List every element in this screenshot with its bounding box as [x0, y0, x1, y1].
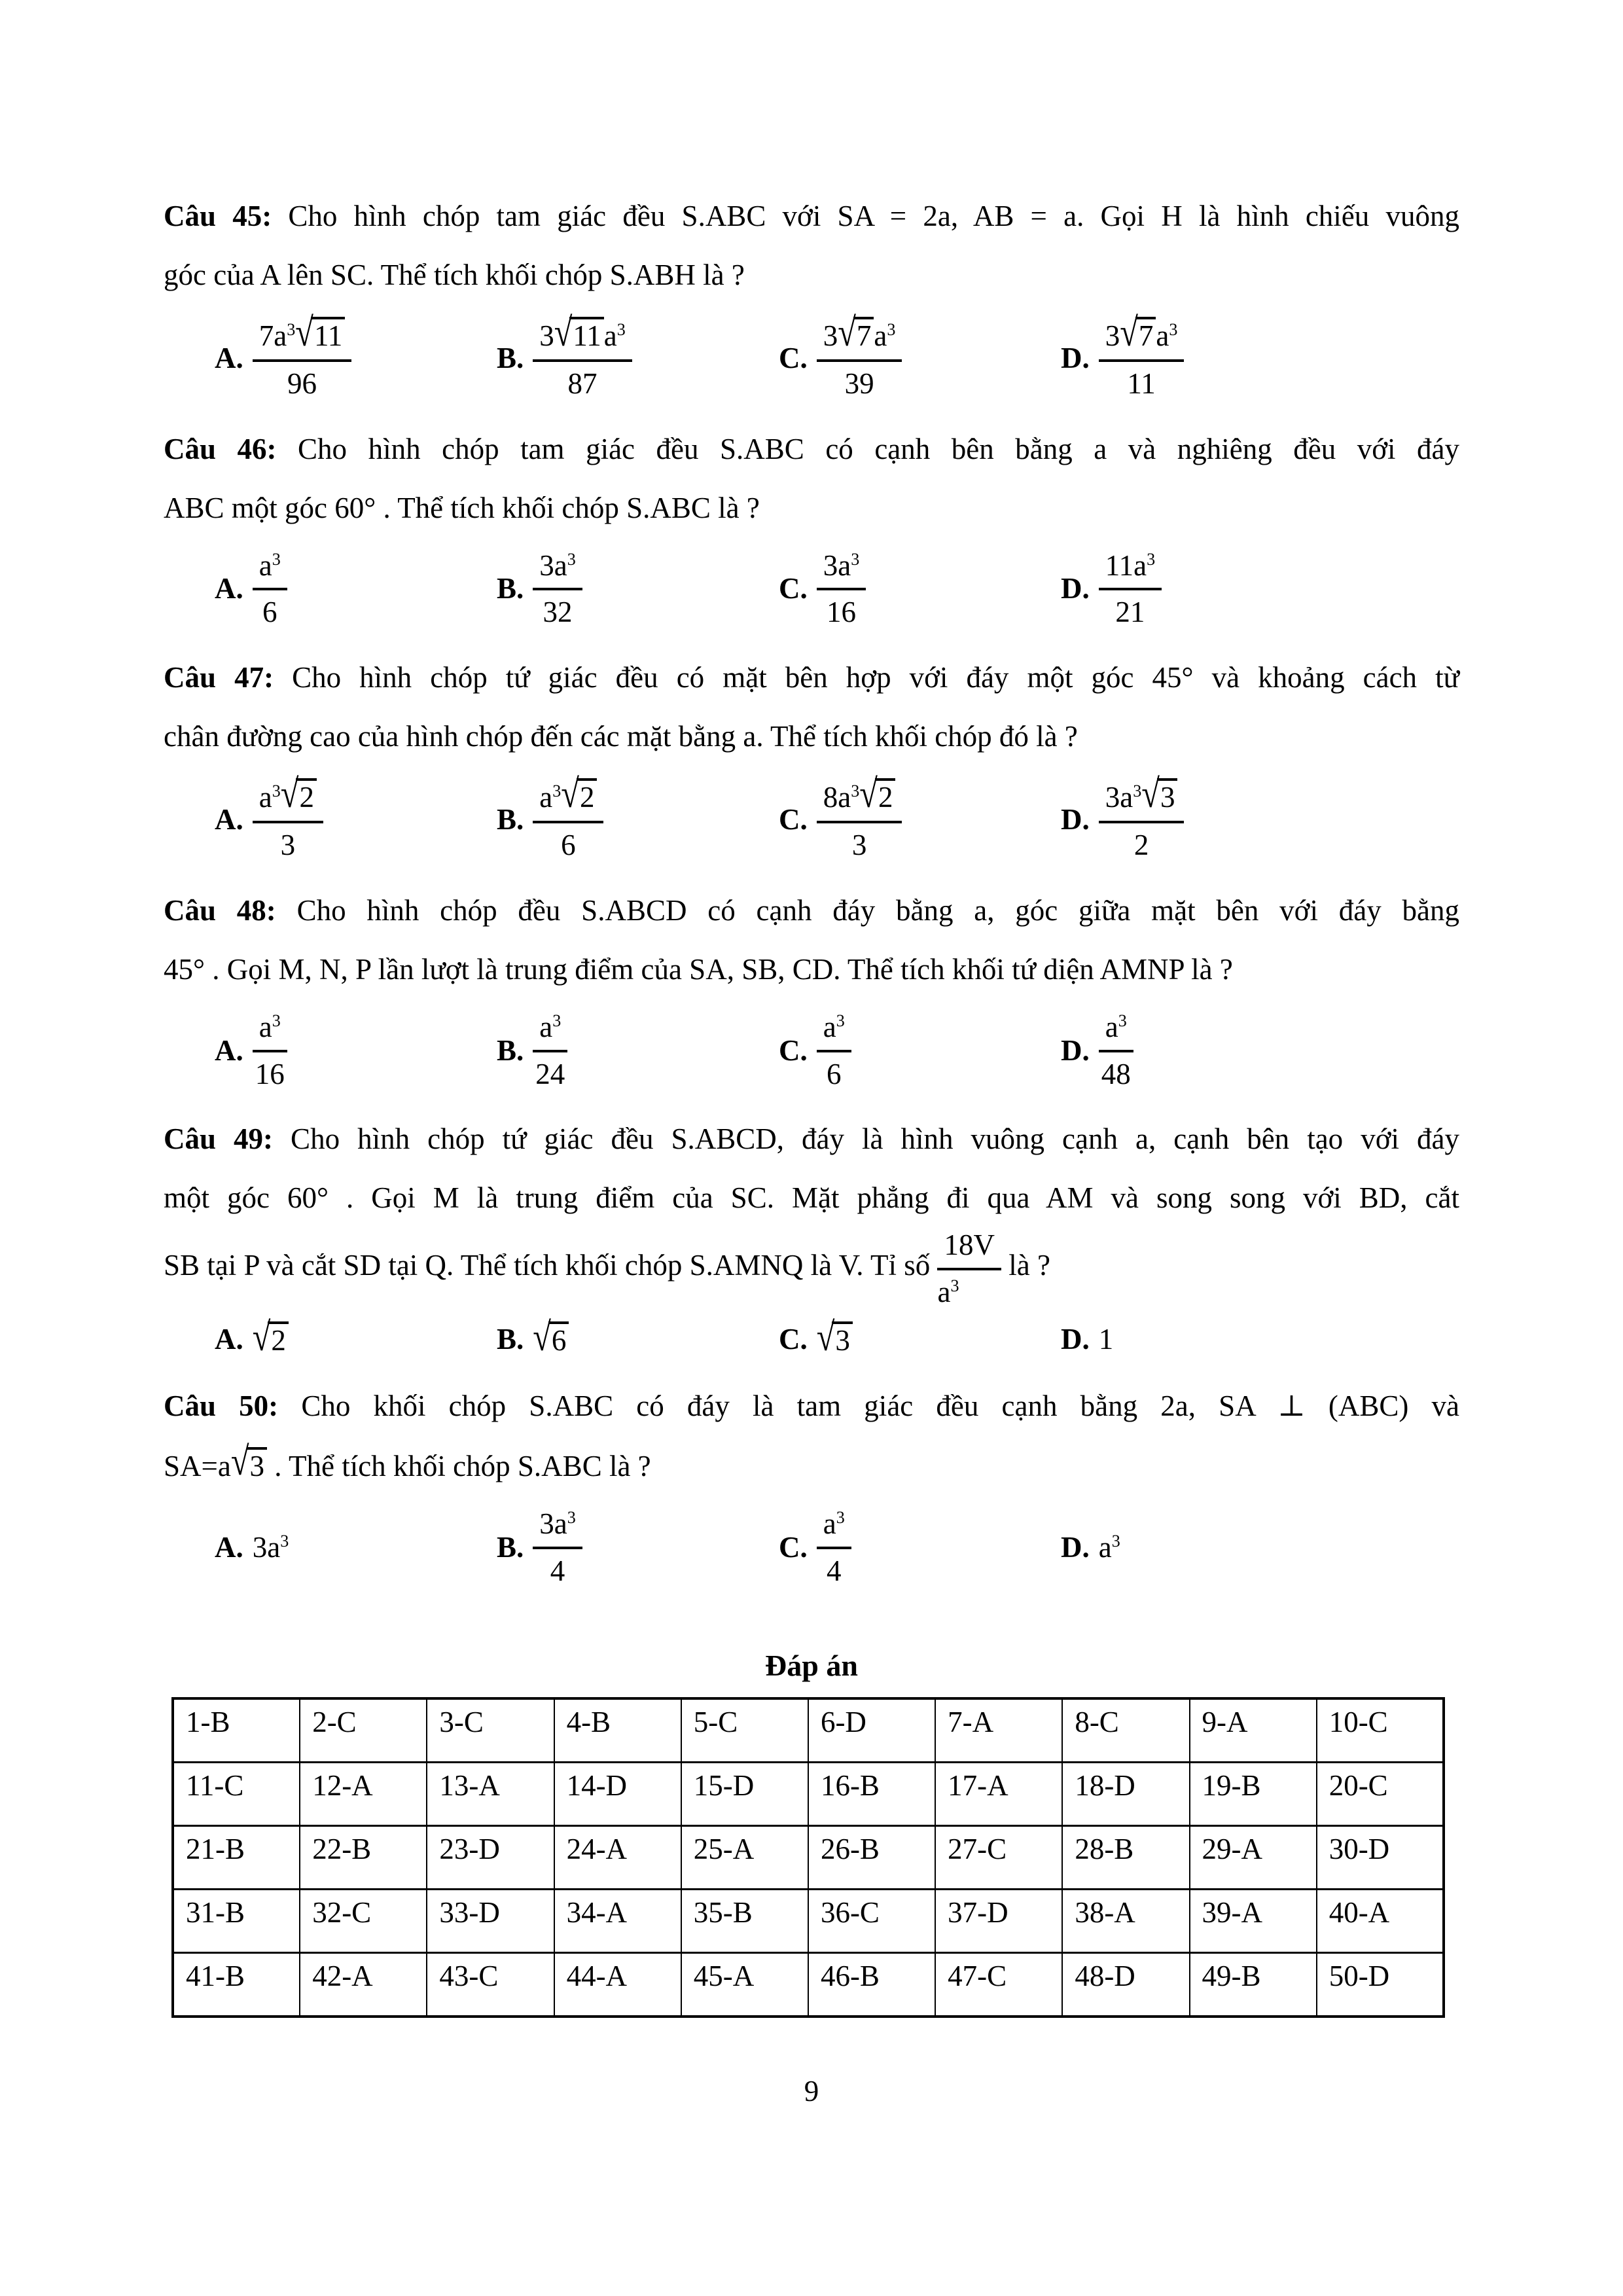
- answer-cell: 43-C: [427, 1953, 554, 2017]
- question-text-line: Câu 50: Cho khối chóp S.ABC có đáy là tam giác đều cạnh bằng 2a, SA ⊥ (ABC) và: [164, 1389, 1459, 1422]
- fraction-numerator: $8a^3√2$: [817, 776, 902, 823]
- fraction-denominator: 32: [543, 596, 573, 629]
- option-letter: C.: [779, 341, 808, 374]
- answer-cell: 42-A: [300, 1953, 427, 2017]
- answer-cell: 23-D: [427, 1826, 554, 1890]
- fraction: [817, 1506, 851, 1588]
- square-root: [231, 1435, 267, 1496]
- fraction: [533, 771, 603, 863]
- answer-cell: 49-B: [1190, 1953, 1317, 2017]
- fraction-denominator: 96: [287, 367, 317, 400]
- option-value: [533, 1009, 567, 1092]
- answer-cell: 50-D: [1317, 1953, 1444, 2017]
- answer-cell: 10-C: [1317, 1698, 1444, 1763]
- fraction-denominator: 6: [262, 596, 277, 629]
- question-text-line: Câu 49: Cho hình chóp tứ giác đều S.ABCD, đáy là hình vuông cạnh a, cạnh bên tạo với đáy: [164, 1122, 1459, 1156]
- answer-cell: 48-D: [1062, 1953, 1189, 2017]
- superscript: 3: [950, 1276, 959, 1296]
- answer-cell: 27-C: [935, 1826, 1062, 1890]
- radical-sign: √: [295, 310, 313, 355]
- option-value: [1099, 771, 1185, 863]
- answer-cell: 18-D: [1062, 1763, 1189, 1826]
- option-value: [817, 1009, 851, 1092]
- option-letter: A.: [215, 572, 243, 605]
- option-letter: B.: [497, 572, 524, 605]
- options-row: [215, 1506, 1459, 1588]
- radical-sign: √: [1120, 310, 1138, 355]
- answer-row: [173, 1826, 1444, 1890]
- radicand: 3: [832, 1321, 853, 1357]
- square-root: [1141, 771, 1177, 816]
- option-letter: B.: [497, 803, 524, 836]
- fraction-numerator: $3a^3$: [533, 1506, 582, 1549]
- answer-row: [173, 1953, 1444, 2017]
- radical-sign: √: [816, 1314, 835, 1359]
- square-root: [838, 310, 874, 355]
- answer-cell: 24-A: [554, 1826, 681, 1890]
- answer-cell: 8-C: [1062, 1698, 1189, 1763]
- option-A: [215, 310, 497, 401]
- question-text-line: Câu 48: Cho hình chóp đều S.ABCD có cạnh đáy bằng a, góc giữa mặt bên với đáy bằng: [164, 893, 1459, 927]
- fraction-numerator: $a^3$: [1099, 1009, 1133, 1052]
- radicand: 2: [296, 778, 317, 814]
- fraction-denominator: 4: [827, 1554, 842, 1587]
- option-value: [533, 310, 632, 401]
- option-letter: B.: [497, 1322, 524, 1355]
- answer-cell: 22-B: [300, 1826, 427, 1890]
- options-row: [215, 1314, 1459, 1359]
- option-value: [816, 1314, 853, 1359]
- radical-sign: √: [1141, 771, 1160, 816]
- option-value: [253, 310, 352, 401]
- answer-cell: 38-A: [1062, 1890, 1189, 1953]
- fraction: [817, 771, 902, 863]
- option-B: [497, 548, 779, 630]
- answers-table-body: [173, 1698, 1444, 2017]
- fraction-denominator: $a^3$: [937, 1276, 959, 1309]
- option-letter: A.: [215, 341, 243, 374]
- square-root: [533, 1314, 569, 1359]
- option-letter: D.: [1061, 1530, 1090, 1564]
- fraction-denominator: 21: [1115, 596, 1145, 629]
- superscript: 3: [552, 1011, 562, 1030]
- fraction-denominator: 4: [550, 1554, 565, 1587]
- fraction-numerator: $a^3√2$: [253, 776, 323, 823]
- answer-cell: 32-C: [300, 1890, 427, 1953]
- fraction: [817, 548, 866, 630]
- fraction-numerator: $7a^3√11$: [253, 315, 352, 362]
- option-value: 1: [1098, 1322, 1114, 1355]
- square-root: [1120, 310, 1156, 355]
- fraction-numerator: $a^3$: [817, 1506, 851, 1549]
- option-letter: C.: [779, 803, 808, 836]
- option-letter: C.: [779, 1530, 808, 1564]
- fraction-numerator: $3a^3√3$: [1099, 776, 1185, 823]
- radicand: 3: [247, 1447, 268, 1483]
- option-letter: C.: [779, 1033, 808, 1067]
- answer-cell: 19-B: [1190, 1763, 1317, 1826]
- fraction: [817, 310, 902, 401]
- square-root: [252, 1314, 289, 1359]
- radical-sign: √: [230, 1439, 249, 1484]
- superscript: 3: [272, 781, 281, 801]
- question-48: [164, 881, 1459, 1092]
- answer-cell: 3-C: [427, 1698, 554, 1763]
- question-text-line: ABC một góc 60° . Thể tích khối chóp S.ABC là ?: [164, 491, 760, 524]
- question-47: [164, 648, 1459, 863]
- answer-cell: 4-B: [554, 1698, 681, 1763]
- option-D: [1061, 1530, 1343, 1564]
- option-letter: B.: [497, 341, 524, 374]
- radical-sign: √: [838, 310, 856, 355]
- superscript: 3: [836, 1011, 845, 1030]
- question-text-line: góc của A lên SC. Thể tích khối chóp S.ABH là ?: [164, 259, 745, 291]
- superscript: 3: [1169, 320, 1178, 339]
- radical-sign: √: [252, 1314, 271, 1359]
- option-A: [215, 1314, 497, 1359]
- option-value: [817, 310, 902, 401]
- option-D: [1061, 310, 1343, 401]
- fraction-denominator: 3: [280, 829, 296, 862]
- answer-cell: 9-A: [1190, 1698, 1317, 1763]
- answer-cell: 34-A: [554, 1890, 681, 1953]
- answer-cell: 16-B: [808, 1763, 935, 1826]
- question-text-line: chân đường cao của hình chóp đến các mặt bằng a. Thể tích khối chóp đó là ?: [164, 720, 1078, 753]
- option-A: [215, 1530, 497, 1564]
- answer-cell: 12-A: [300, 1763, 427, 1826]
- options-row: [215, 310, 1459, 401]
- radicand: 2: [268, 1321, 289, 1357]
- fraction: [533, 310, 632, 401]
- question-number-label: Câu 50:: [164, 1389, 279, 1422]
- option-value: $a^3$: [1098, 1530, 1120, 1564]
- fraction-denominator: 6: [827, 1057, 842, 1090]
- option-C: [779, 548, 1061, 630]
- answers-table: [171, 1697, 1445, 2018]
- superscript: 3: [272, 549, 281, 569]
- fraction: [817, 1009, 851, 1092]
- answer-cell: 7-A: [935, 1698, 1062, 1763]
- answer-cell: 21-B: [173, 1826, 300, 1890]
- fraction: [1099, 310, 1185, 401]
- answer-cell: 35-B: [681, 1890, 808, 1953]
- fraction-numerator: $a^3$: [533, 1009, 567, 1052]
- answer-key-title: Đáp án: [765, 1649, 858, 1683]
- option-value: [533, 1314, 569, 1359]
- superscript: 3: [287, 320, 296, 339]
- option-letter: D.: [1061, 1322, 1090, 1355]
- option-value: [252, 1314, 289, 1359]
- fraction: [253, 548, 287, 630]
- option-letter: A.: [215, 803, 243, 836]
- option-B: [497, 1506, 779, 1588]
- option-value: [253, 548, 287, 630]
- fraction-numerator: $3√7a^3$: [1099, 315, 1185, 362]
- fraction: [1099, 548, 1162, 630]
- option-value: [817, 1506, 851, 1588]
- fraction-denominator: 39: [844, 367, 874, 400]
- answer-cell: 31-B: [173, 1890, 300, 1953]
- superscript: 3: [1133, 781, 1142, 801]
- option-letter: D.: [1061, 803, 1090, 836]
- options-row: [215, 548, 1459, 630]
- option-B: [497, 310, 779, 401]
- fraction-denominator: 11: [1127, 367, 1156, 400]
- answer-cell: 33-D: [427, 1890, 554, 1953]
- answer-cell: 17-A: [935, 1763, 1062, 1826]
- radicand: 2: [875, 778, 896, 814]
- answer-cell: 45-A: [681, 1953, 808, 2017]
- answer-cell: 25-A: [681, 1826, 808, 1890]
- answer-cell: 29-A: [1190, 1826, 1317, 1890]
- answer-cell: 5-C: [681, 1698, 808, 1763]
- answer-cell: 30-D: [1317, 1826, 1444, 1890]
- radicand: 6: [548, 1321, 569, 1357]
- option-letter: A.: [215, 1033, 243, 1067]
- option-letter: A.: [215, 1322, 243, 1355]
- fraction: [533, 548, 582, 630]
- radicand: 11: [569, 317, 603, 353]
- fraction: [253, 310, 352, 401]
- option-C: [779, 310, 1061, 401]
- question-text-line: Câu 47: Cho hình chóp tứ giác đều có mặt bên hợp với đáy một góc 45° và khoảng cách từ: [164, 661, 1459, 694]
- question-text-line: 45° . Gọi M, N, P lần lượt là trung điểm của SA, SB, CD. Thể tích khối tứ diện AMNP là ?: [164, 952, 1233, 986]
- answer-cell: 37-D: [935, 1890, 1062, 1953]
- superscript: 3: [616, 320, 626, 339]
- option-value: $3a^3$: [252, 1530, 289, 1564]
- question-number-label: Câu 47:: [164, 661, 274, 694]
- superscript: 3: [567, 1507, 576, 1527]
- square-root: [859, 771, 895, 816]
- square-root: [816, 1314, 853, 1359]
- page-number: 9: [804, 2075, 819, 2108]
- fraction-numerator: $3a^3$: [817, 548, 866, 591]
- option-letter: A.: [215, 1530, 243, 1564]
- answer-cell: 11-C: [173, 1763, 300, 1826]
- superscript: 3: [851, 781, 860, 801]
- radicand: 2: [577, 778, 597, 814]
- question-number-label: Câu 49:: [164, 1122, 274, 1156]
- fraction-denominator: 48: [1101, 1057, 1131, 1090]
- answer-cell: 28-B: [1062, 1826, 1189, 1890]
- answer-cell: 26-B: [808, 1826, 935, 1890]
- answer-row: [173, 1763, 1444, 1826]
- superscript: 3: [1111, 1531, 1120, 1551]
- fraction-numerator: $a^3$: [817, 1009, 851, 1052]
- fraction-numerator: $3√7a^3$: [817, 315, 902, 362]
- fraction: [937, 1227, 1001, 1310]
- answer-cell: 39-A: [1190, 1890, 1317, 1953]
- option-A: [215, 771, 497, 863]
- radicand: 7: [1135, 317, 1156, 353]
- fraction-denominator: 16: [827, 596, 857, 629]
- fraction-numerator: $a^3√2$: [533, 776, 603, 823]
- fraction-numerator: 18V: [937, 1227, 1001, 1270]
- option-value: [1099, 310, 1185, 401]
- options-row: [215, 771, 1459, 863]
- fraction-denominator: 24: [535, 1057, 565, 1090]
- answer-cell: 20-C: [1317, 1763, 1444, 1826]
- fraction-numerator: $a^3$: [253, 548, 287, 591]
- option-B: [497, 1009, 779, 1092]
- question-text-line: SA=a√3 . Thể tích khối chóp S.ABC là ?: [164, 1435, 1459, 1496]
- square-root: [561, 771, 597, 816]
- question-49: [164, 1109, 1459, 1358]
- option-D: [1061, 771, 1343, 863]
- radical-sign: √: [533, 1314, 551, 1359]
- option-letter: D.: [1061, 1033, 1090, 1067]
- superscript: 3: [887, 320, 896, 339]
- option-value: [1099, 548, 1162, 630]
- answer-cell: 47-C: [935, 1953, 1062, 2017]
- answer-cell: 1-B: [173, 1698, 300, 1763]
- option-C: [779, 1314, 1061, 1359]
- radical-sign: √: [280, 771, 299, 816]
- fraction-numerator: $11a^3$: [1099, 548, 1162, 591]
- option-C: [779, 771, 1061, 863]
- fraction-numerator: $a^3$: [253, 1009, 287, 1052]
- option-C: [779, 1009, 1061, 1092]
- option-D: [1061, 1009, 1343, 1092]
- question-text-line: SB tại P và cắt SD tại Q. Thể tích khối chóp S.AMNQ là V. Tỉ số $\frac{18V}{a^3}$ là ?: [164, 1229, 1050, 1309]
- answer-cell: 15-D: [681, 1763, 808, 1826]
- answer-cell: 46-B: [808, 1953, 935, 2017]
- radicand: 3: [1157, 778, 1178, 814]
- option-value: [533, 1506, 582, 1588]
- option-value: [253, 771, 323, 863]
- option-value: [533, 771, 603, 863]
- question-number-label: Câu 45:: [164, 200, 272, 232]
- radicand: 7: [853, 317, 874, 353]
- answer-cell: 36-C: [808, 1890, 935, 1953]
- fraction-denominator: 6: [561, 829, 576, 862]
- question-number-label: Câu 48:: [164, 893, 276, 927]
- option-B: [497, 771, 779, 863]
- radical-sign: √: [859, 771, 878, 816]
- superscript: 3: [272, 1011, 281, 1030]
- question-number-label: Câu 46:: [164, 432, 277, 465]
- option-value: [817, 771, 902, 863]
- question-46: [164, 420, 1459, 630]
- fraction-denominator: 87: [567, 367, 597, 400]
- question-50: [164, 1376, 1459, 1588]
- questions-section: [164, 187, 1459, 1588]
- radicand: 11: [311, 317, 345, 353]
- answer-cell: 40-A: [1317, 1890, 1444, 1953]
- question-text-line: Câu 46: Cho hình chóp tam giác đều S.ABC có cạnh bên bằng a và nghiêng đều với đáy: [164, 432, 1459, 465]
- superscript: 3: [1118, 1011, 1127, 1030]
- fraction: [1099, 1009, 1133, 1092]
- fraction-numerator: $3a^3$: [533, 548, 582, 591]
- question-text-line: Câu 45: Cho hình chóp tam giác đều S.ABC với SA = 2a, AB = a. Gọi H là hình chiếu vuông: [164, 200, 1459, 232]
- fraction: [1099, 771, 1185, 863]
- fraction: [533, 1506, 582, 1588]
- option-value: [253, 1009, 287, 1092]
- option-value: [533, 548, 582, 630]
- answer-row: [173, 1698, 1444, 1763]
- answer-row: [173, 1890, 1444, 1953]
- option-letter: D.: [1061, 341, 1090, 374]
- option-letter: C.: [779, 572, 808, 605]
- superscript: 3: [1147, 549, 1156, 569]
- option-letter: B.: [497, 1033, 524, 1067]
- answer-cell: 6-D: [808, 1698, 935, 1763]
- question-45: [164, 187, 1459, 401]
- radical-sign: √: [561, 771, 579, 816]
- option-C: [779, 1506, 1061, 1588]
- fraction-numerator: $3√11a^3$: [533, 315, 632, 362]
- fraction-denominator: 16: [255, 1057, 285, 1090]
- superscript: 3: [552, 781, 562, 801]
- fraction: [253, 771, 323, 863]
- superscript: 3: [567, 549, 576, 569]
- answer-cell: 41-B: [173, 1953, 300, 2017]
- option-letter: C.: [779, 1322, 808, 1355]
- option-D: [1061, 548, 1343, 630]
- option-value: [1099, 1009, 1133, 1092]
- answer-cell: 2-C: [300, 1698, 427, 1763]
- option-letter: D.: [1061, 572, 1090, 605]
- superscript: 3: [280, 1531, 289, 1551]
- fraction-denominator: 3: [851, 829, 867, 862]
- question-text-line: một góc 60° . Gọi M là trung điểm của SC. Mặt phẳng đi qua AM và song song với BD, cắt: [164, 1181, 1459, 1215]
- superscript: 3: [836, 1507, 845, 1527]
- answer-cell: 13-A: [427, 1763, 554, 1826]
- option-B: [497, 1314, 779, 1359]
- square-root: [280, 771, 317, 816]
- answer-cell: 14-D: [554, 1763, 681, 1826]
- radical-sign: √: [554, 310, 573, 355]
- options-row: [215, 1009, 1459, 1092]
- option-A: [215, 548, 497, 630]
- option-A: [215, 1009, 497, 1092]
- superscript: 3: [851, 549, 860, 569]
- fraction-denominator: 2: [1133, 829, 1149, 862]
- option-value: [817, 548, 866, 630]
- option-letter: B.: [497, 1530, 524, 1564]
- answer-cell: 44-A: [554, 1953, 681, 2017]
- option-D: [1061, 1322, 1343, 1356]
- fraction: [533, 1009, 567, 1092]
- fraction: [253, 1009, 287, 1092]
